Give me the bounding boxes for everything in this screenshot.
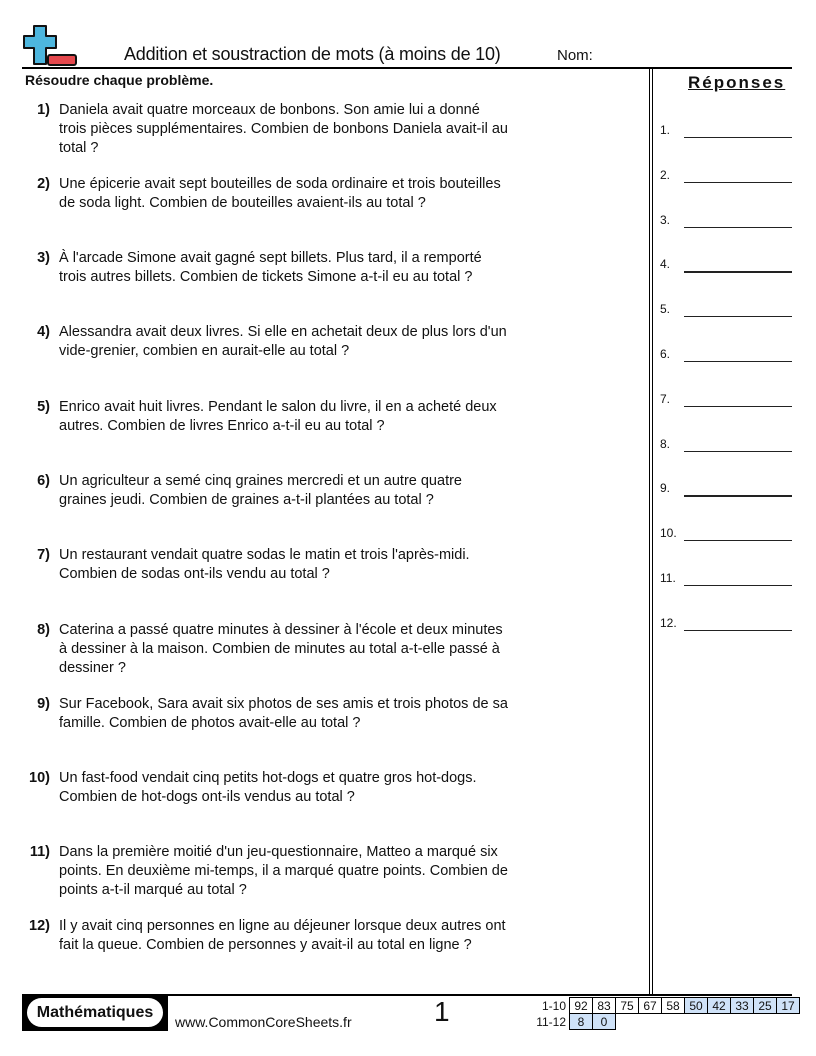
answer-number: 4. — [660, 257, 671, 272]
score-table — [530, 997, 800, 1030]
answer-number: 10. — [660, 526, 677, 541]
problem-text: Un fast-food vendait cinq petits hot-dogs et quatre gros hot-dogs. Combien de hot-dogs ont-ils vendus au total ? — [59, 770, 477, 805]
page-number: 1 — [434, 996, 450, 1027]
problem-item — [20, 621, 510, 678]
answer-blank[interactable] — [684, 361, 792, 362]
problem-item — [20, 769, 510, 807]
answer-column-divider — [649, 69, 653, 994]
score-cell: 58 — [662, 998, 685, 1014]
answer-blank[interactable] — [684, 585, 792, 586]
problem-text: Daniela avait quatre morceaux de bonbons. Son amie lui a donné trois pièces supplémentaires. Combien de bonbons Daniela avait-il au total ? — [59, 102, 508, 156]
problem-text: Caterina a passé quatre minutes à dessiner à l'école et deux minutes à dessiner à la maison. Combien de minutes au total a-t-elle passé à dessiner ? — [59, 622, 503, 676]
problem-text: Une épicerie avait sept bouteilles de soda ordinaire et trois bouteilles de soda light. Combien de bouteilles avaient-ils au total ? — [59, 176, 501, 211]
answer-number: 2. — [660, 167, 671, 182]
problem-number: 6) — [37, 473, 50, 489]
score-row — [530, 998, 800, 1014]
score-cell: 92 — [570, 998, 593, 1014]
answer-number: 12. — [660, 615, 677, 630]
problem-number: 11) — [29, 844, 50, 860]
problem-text: Un restaurant vendait quatre sodas le matin et trois l'après-midi. Combien de sodas ont-ils vendu au total ? — [59, 547, 470, 582]
problem-text: Alessandra avait deux livres. Si elle en achetait deux de plus lors d'un vide-grenier, combien en aurait-elle au total ? — [59, 324, 507, 359]
problem-item — [20, 843, 510, 900]
problem-text: Un agriculteur a semé cinq graines mercredi et un autre quatre graines jeudi. Combien de graines a-t-il plantées au total ? — [59, 473, 462, 508]
problem-text: Il y avait cinq personnes en ligne au déjeuner lorsque deux autres ont fait la queue. Combien de personnes y avait-il au total en ligne ? — [59, 918, 506, 953]
problem-item — [20, 917, 510, 955]
problem-number: 7) — [37, 547, 50, 563]
problem-number: 4) — [37, 324, 50, 340]
answer-number: 6. — [660, 347, 671, 361]
problem-number: 5) — [37, 399, 50, 415]
problem-number: 12) — [29, 918, 50, 934]
problem-item — [20, 546, 510, 584]
answers-title: Réponses — [688, 73, 786, 92]
brand-label: Mathématiques — [27, 998, 163, 1027]
score-cell: 50 — [685, 998, 708, 1014]
problem-item — [20, 472, 510, 510]
problem-item — [20, 398, 510, 436]
problem-number: 8) — [37, 622, 50, 638]
problem-text: Dans la première moitié d'un jeu-questionnaire, Matteo a marqué six points. En deuxième mi-temps, il a marqué quatre points. Combien de points a-t-il marqué au total ? — [59, 844, 508, 898]
problem-item — [20, 695, 510, 733]
plus-minus-logo-icon — [22, 24, 80, 68]
answer-blank[interactable] — [684, 316, 792, 317]
answer-number: 5. — [660, 302, 671, 317]
score-cell: 75 — [616, 998, 639, 1014]
name-label: Nom: — [557, 47, 593, 64]
problem-text: Enrico avait huit livres. Pendant le salon du livre, il en a acheté deux autres. Combien de livres Enrico a-t-il eu au total ? — [59, 399, 497, 434]
score-cell: 8 — [570, 1014, 593, 1030]
score-cell: 17 — [777, 998, 800, 1014]
problem-number: 10) — [29, 770, 50, 786]
answer-number: 1. — [660, 123, 671, 137]
answer-number: 7. — [660, 391, 671, 406]
score-cell: 25 — [754, 998, 777, 1014]
problem-item — [20, 101, 510, 158]
worksheet-title: Addition et soustraction de mots (à moins de 10) — [124, 44, 501, 64]
score-cell: 83 — [593, 998, 616, 1014]
answer-number: 3. — [660, 212, 671, 227]
score-row — [530, 1014, 800, 1030]
problem-item — [20, 249, 510, 287]
score-cell: 0 — [593, 1014, 616, 1030]
instructions: Résoudre chaque problème. — [25, 72, 214, 88]
answer-number: 9. — [660, 481, 671, 496]
score-range-label: 1-10 — [541, 998, 566, 1013]
answer-blank[interactable] — [684, 540, 792, 541]
answer-blank[interactable] — [684, 451, 792, 452]
problem-number: 1) — [37, 102, 50, 118]
header-divider — [22, 67, 792, 69]
problem-text: Sur Facebook, Sara avait six photos de ses amis et trois photos de sa famille. Combien de photos avait-elle au total ? — [59, 696, 508, 731]
problem-number: 3) — [37, 250, 50, 266]
score-cell: 42 — [708, 998, 731, 1014]
answer-blank[interactable] — [684, 630, 792, 631]
site-url: www.CommonCoreSheets.fr — [175, 1014, 352, 1030]
score-range-label: 11-12 — [536, 1014, 566, 1029]
problem-number: 2) — [37, 176, 50, 192]
score-cell: 67 — [639, 998, 662, 1014]
answer-number: 11. — [660, 571, 676, 585]
answer-blank[interactable] — [684, 182, 792, 183]
problem-number: 9) — [37, 696, 50, 712]
answer-blank[interactable] — [684, 227, 792, 228]
answer-blank[interactable] — [684, 271, 792, 272]
answer-blank[interactable] — [684, 495, 792, 496]
answer-blank[interactable] — [684, 137, 792, 138]
problem-text: À l'arcade Simone avait gagné sept billets. Plus tard, il a remporté trois autres billets. Combien de tickets Simone a-t-il eu au total ? — [59, 250, 482, 285]
problem-item — [20, 323, 510, 361]
problem-item — [20, 175, 510, 213]
answer-number: 8. — [660, 436, 671, 451]
score-cell: 33 — [731, 998, 754, 1014]
answer-blank[interactable] — [684, 406, 792, 407]
